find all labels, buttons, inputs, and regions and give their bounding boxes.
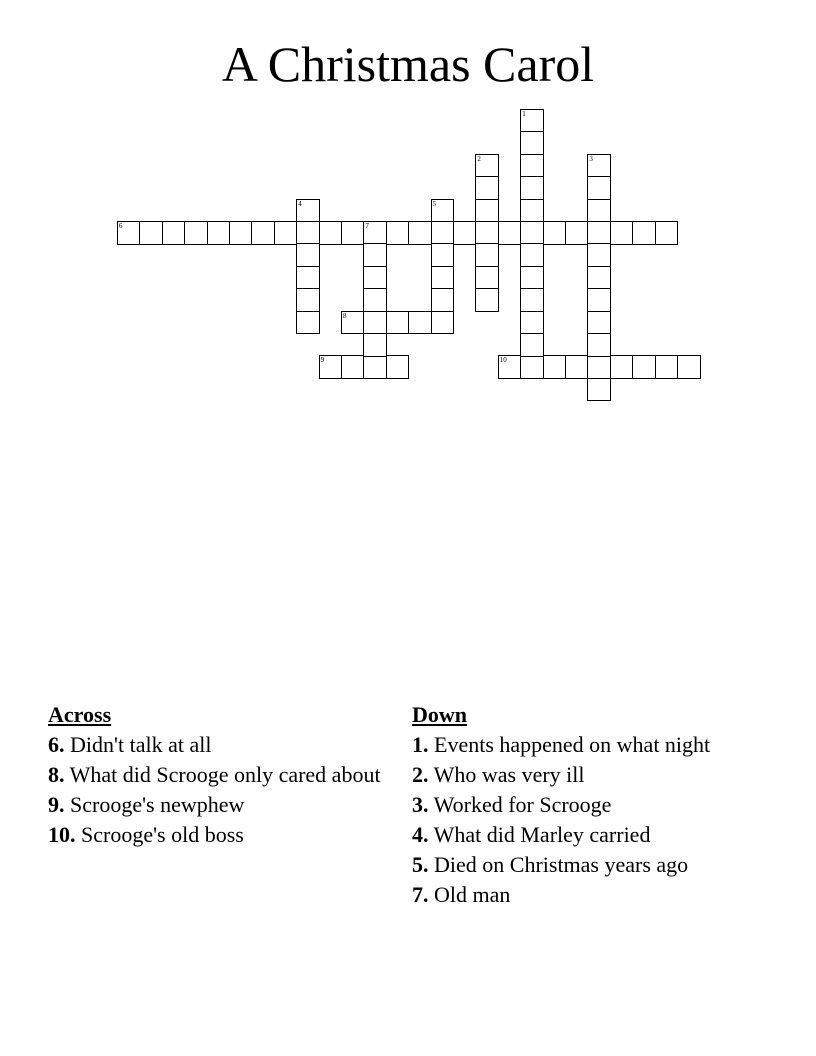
crossword-cell[interactable]: [520, 154, 544, 178]
crossword-cell[interactable]: [475, 243, 499, 267]
crossword-cell[interactable]: [296, 243, 320, 267]
crossword-cell[interactable]: [565, 355, 589, 379]
clue-text: Worked for Scrooge: [433, 792, 612, 817]
clue-down-7: [412, 882, 762, 907]
crossword-cell[interactable]: [587, 378, 611, 402]
clue-number: 1.: [412, 732, 429, 757]
clue-text: Events happened on what night: [434, 732, 711, 757]
crossword-cell[interactable]: [363, 221, 387, 245]
crossword-cell[interactable]: [296, 288, 320, 312]
crossword-cell[interactable]: [296, 199, 320, 223]
clue-number: 3.: [412, 792, 429, 817]
crossword-cell[interactable]: [363, 355, 387, 379]
crossword-grid: [0, 0, 816, 420]
crossword-cell[interactable]: [296, 266, 320, 290]
clue-text: What did Scrooge only cared about: [69, 762, 381, 787]
cell-number: 1: [522, 110, 526, 118]
crossword-cell[interactable]: [587, 288, 611, 312]
crossword-cell[interactable]: [475, 221, 499, 245]
crossword-cell[interactable]: [274, 221, 298, 245]
crossword-cell[interactable]: [475, 266, 499, 290]
crossword-cell[interactable]: [341, 221, 365, 245]
crossword-cell[interactable]: [632, 221, 656, 245]
crossword-cell[interactable]: [475, 288, 499, 312]
crossword-cell[interactable]: [587, 221, 611, 245]
crossword-cell[interactable]: [520, 221, 544, 245]
crossword-cell[interactable]: [139, 221, 163, 245]
across-heading: Across: [48, 702, 112, 727]
crossword-cell[interactable]: [655, 221, 679, 245]
cell-number: 8: [343, 311, 347, 320]
clue-text: Scrooge's old boss: [81, 822, 244, 847]
cell-number: 2: [477, 154, 481, 163]
cell-number: 9: [320, 356, 325, 365]
down-clues: [412, 702, 762, 912]
clue-number: 4.: [412, 822, 429, 847]
clue-across-6: [48, 732, 388, 757]
crossword-cell[interactable]: [386, 355, 410, 379]
clue-text: Didn't talk at all: [70, 732, 212, 757]
crossword-cell[interactable]: [520, 266, 544, 290]
crossword-cell[interactable]: [475, 176, 499, 200]
clue-down-1: [412, 732, 762, 757]
crossword-cell[interactable]: [587, 243, 611, 267]
clue-across-10: [48, 822, 388, 847]
crossword-cell[interactable]: [363, 266, 387, 290]
clue-down-5: [412, 852, 762, 877]
crossword-cell[interactable]: [520, 333, 544, 357]
crossword-cell[interactable]: [587, 355, 611, 379]
crossword-cell[interactable]: [184, 221, 208, 245]
crossword-cell[interactable]: [475, 199, 499, 223]
clue-text: Scrooge's newphew: [70, 792, 245, 817]
clue-down-4: [412, 822, 762, 847]
clue-number: 9.: [48, 792, 65, 817]
crossword-cell[interactable]: [655, 355, 679, 379]
crossword-cell[interactable]: [431, 221, 455, 245]
clue-number: 10.: [48, 822, 76, 847]
crossword-cell[interactable]: [520, 176, 544, 200]
crossword-cell[interactable]: [319, 355, 343, 379]
crossword-cell[interactable]: [587, 154, 611, 178]
clue-down-2: [412, 762, 762, 787]
crossword-cell[interactable]: [341, 311, 365, 335]
crossword-cell[interactable]: [520, 109, 544, 133]
crossword-cell[interactable]: [117, 221, 141, 245]
crossword-cell[interactable]: [520, 288, 544, 312]
down-heading: Down: [412, 702, 468, 727]
crossword-cell[interactable]: [386, 221, 410, 245]
clue-text: Who was very ill: [433, 762, 585, 787]
crossword-cell[interactable]: [587, 176, 611, 200]
crossword-cell[interactable]: [229, 221, 253, 245]
crossword-cell[interactable]: [341, 355, 365, 379]
crossword-cell[interactable]: [587, 266, 611, 290]
clue-across-9: [48, 792, 388, 817]
clue-text: What did Marley carried: [433, 822, 651, 847]
clue-across-8: [48, 762, 388, 787]
page-title: A Christmas Carol: [221, 36, 595, 92]
cell-number: 10: [499, 356, 507, 365]
crossword-cell[interactable]: [408, 221, 432, 245]
clue-number: 8.: [48, 762, 65, 787]
crossword-cell[interactable]: [587, 199, 611, 223]
crossword-cell[interactable]: [498, 355, 522, 379]
clue-number: 5.: [412, 852, 429, 877]
crossword-cell[interactable]: [431, 199, 455, 223]
crossword-cell[interactable]: [520, 355, 544, 379]
across-clues: [48, 702, 388, 852]
crossword-cell[interactable]: [453, 221, 477, 245]
crossword-cell[interactable]: [162, 221, 186, 245]
cell-number: 4: [298, 199, 302, 208]
crossword-cell[interactable]: [431, 266, 455, 290]
crossword-cell[interactable]: [251, 221, 275, 245]
crossword-cell[interactable]: [296, 311, 320, 335]
crossword-cell[interactable]: [386, 311, 410, 335]
crossword-cell[interactable]: [565, 221, 589, 245]
crossword-cell[interactable]: [543, 221, 567, 245]
crossword-cell[interactable]: [520, 199, 544, 223]
crossword-cell[interactable]: [520, 243, 544, 267]
clue-down-3: [412, 792, 762, 817]
cell-number: 5: [432, 199, 437, 208]
crossword-cell[interactable]: [520, 131, 544, 155]
clue-number: 7.: [412, 882, 429, 907]
crossword-cell[interactable]: [319, 221, 343, 245]
crossword-cell[interactable]: [475, 154, 499, 178]
crossword-cell[interactable]: [431, 288, 455, 312]
crossword-cell[interactable]: [363, 333, 387, 357]
crossword-cell[interactable]: [543, 355, 567, 379]
crossword-cell[interactable]: [363, 288, 387, 312]
cell-number: 6: [119, 222, 123, 230]
crossword-cell[interactable]: [520, 311, 544, 335]
clue-number: 2.: [412, 762, 429, 787]
crossword-cell[interactable]: [587, 333, 611, 357]
clue-text: Died on Christmas years ago: [434, 852, 689, 877]
crossword-cell[interactable]: [587, 311, 611, 335]
crossword-cell[interactable]: [632, 355, 656, 379]
clue-text: Old man: [434, 882, 511, 907]
crossword-cell[interactable]: [296, 221, 320, 245]
crossword-cell[interactable]: [207, 221, 231, 245]
crossword-cell[interactable]: [408, 311, 432, 335]
crossword-cell[interactable]: [363, 311, 387, 335]
crossword-cell[interactable]: [677, 355, 701, 379]
cell-number: 3: [589, 154, 593, 163]
crossword-cell[interactable]: [498, 221, 522, 245]
crossword-cell[interactable]: [610, 355, 634, 379]
crossword-cell[interactable]: [363, 243, 387, 267]
cell-number: 7: [365, 222, 369, 230]
clue-number: 6.: [48, 732, 65, 757]
crossword-cell[interactable]: [610, 221, 634, 245]
crossword-cell[interactable]: [431, 243, 455, 267]
crossword-cell[interactable]: [431, 311, 455, 335]
